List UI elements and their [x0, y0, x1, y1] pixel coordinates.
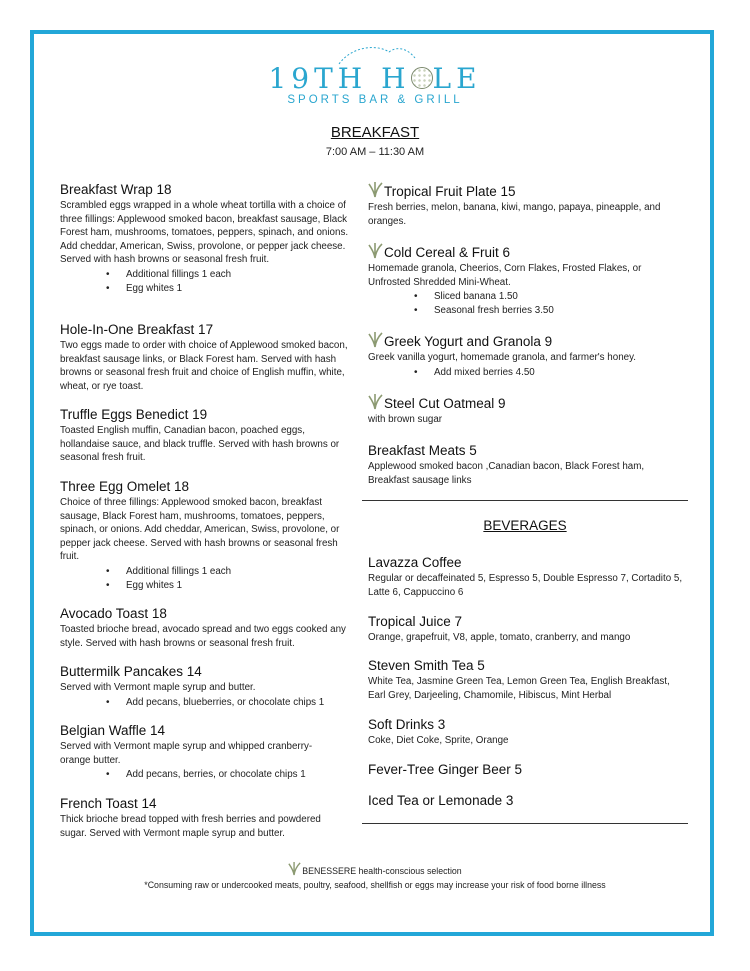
- menu-item-cold-cereal-fruit: [368, 242, 678, 318]
- menu-item-tropical-fruit-plate: [368, 181, 678, 228]
- item-name: Three Egg Omelet 18: [60, 479, 190, 494]
- breakfast-title: BREAKFAST: [330, 124, 420, 141]
- benessere-note: [0, 861, 750, 876]
- leaf-icon: [368, 181, 383, 198]
- beverage-soft-drinks: [368, 716, 683, 748]
- item-description: Choice of three fillings: Applewood smoked bacon, breakfast sausage, Black Forest ham, mushrooms, tomatoes, peppers, spinach, or onions. Add cheddar, American, Swiss, provolone, or pepper jack cheese. Served with hash browns or seasonal fresh fruit.: [60, 497, 340, 562]
- item-name: Lavazza Coffee: [368, 555, 462, 570]
- beverage-tropical-juice: [368, 613, 683, 645]
- item-name: Cold Cereal & Fruit 6: [384, 245, 511, 260]
- logo-title: 19TH H LE: [268, 62, 482, 95]
- item-name: Soft Drinks 3: [368, 717, 446, 732]
- item-description: White Tea, Jasmine Green Tea, Lemon Green Tea, English Breakfast, Earl Grey, Darjeeling, Chamomile, Hibiscus, Mint Herbal: [368, 676, 670, 701]
- leaf-icon: [368, 393, 383, 410]
- item-option: • Sliced banana 1.50: [434, 290, 678, 304]
- item-option: • Egg whites 1: [126, 579, 340, 593]
- item-description: Applewood smoked bacon ,Canadian bacon, Black Forest ham, Breakfast sausage links: [368, 461, 645, 486]
- menu-item-buttermilk-pancakes: [60, 663, 350, 710]
- beverage-steven-smith-tea: [368, 657, 683, 702]
- item-option: • Seasonal fresh berries 3.50: [434, 304, 678, 318]
- item-name: French Toast 14: [60, 796, 157, 811]
- item-name: Tropical Juice 7: [368, 614, 463, 629]
- item-name: Avocado Toast 18: [60, 606, 167, 621]
- benessere-label: BENESSERE health-conscious selection: [302, 866, 462, 876]
- food-safety-disclaimer: *Consuming raw or undercooked meats, poultry, seafood, shellfish or eggs may increase your risk of food borne illness: [144, 880, 606, 890]
- item-name: Breakfast Wrap 18: [60, 182, 172, 197]
- item-name: Greek Yogurt and Granola 9: [384, 334, 553, 349]
- menu-item-truffle-eggs-benedict: [60, 406, 350, 465]
- item-description: Fresh berries, melon, banana, kiwi, mango, papaya, pineapple, and oranges.: [368, 202, 661, 227]
- item-description: Coke, Diet Coke, Sprite, Orange: [368, 735, 509, 746]
- item-description: Thick brioche bread topped with fresh berries and powdered sugar. Served with Vermont maple syrup and butter.: [60, 814, 321, 839]
- item-name: Tropical Fruit Plate 15: [384, 184, 516, 199]
- menu-item-belgian-waffle: [60, 722, 330, 782]
- item-description: Served with Vermont maple syrup and whipped cranberry-orange butter.: [60, 741, 313, 766]
- menu-item-breakfast-wrap: [60, 181, 350, 296]
- item-option: • Add pecans, blueberries, or chocolate chips 1: [126, 696, 350, 710]
- leaf-icon: [368, 242, 383, 259]
- item-option: • Add pecans, berries, or chocolate chips 1: [126, 768, 330, 782]
- menu-item-french-toast: [60, 795, 350, 840]
- item-option: • Add mixed berries 4.50: [434, 366, 678, 380]
- golf-ball-icon: [411, 67, 433, 89]
- item-option: • Egg whites 1: [126, 282, 350, 296]
- item-name: Steel Cut Oatmeal 9: [384, 396, 506, 411]
- menu-item-steel-cut-oatmeal: [368, 393, 678, 427]
- item-name: Iced Tea or Lemonade 3: [368, 793, 514, 808]
- leaf-icon: [368, 331, 383, 348]
- menu-item-greek-yogurt: [368, 331, 678, 380]
- item-description: with brown sugar: [368, 414, 443, 425]
- item-description: Served with Vermont maple syrup and butter.: [60, 682, 256, 693]
- item-description: Orange, grapefruit, V8, apple, tomato, cranberry, and mango: [368, 632, 631, 643]
- item-description: Toasted English muffin, Canadian bacon, poached eggs, hollandaise sauce, and black truffle. Served with hash browns or seasonal fresh fruit.: [60, 425, 340, 463]
- beverage-lavazza-coffee: [368, 554, 683, 599]
- item-option: • Additional fillings 1 each: [126, 268, 350, 282]
- leaf-icon: [288, 861, 301, 876]
- item-name: Steven Smith Tea 5: [368, 658, 485, 673]
- menu-item-hole-in-one: [60, 321, 350, 393]
- item-description: Scrambled eggs wrapped in a whole wheat tortilla with a choice of three fillings: Applewood smoked bacon, breakfast sausage, Black Forest ham, mushrooms, tomatoes, peppers, spinach, and onions. Add cheddar, American, Swiss, provolone, or pepper jack cheese. Served with hash browns or seasonal fresh fruit.: [60, 200, 349, 265]
- section-divider: [362, 823, 688, 824]
- beverage-ginger-beer: [368, 761, 683, 778]
- item-name: Hole-In-One Breakfast 17: [60, 322, 214, 337]
- item-description: Toasted brioche bread, avocado spread and two eggs cooked any style. Served with hash browns or seasonal fresh fruit.: [60, 624, 346, 649]
- menu-item-three-egg-omelet: [60, 478, 340, 593]
- item-description: Two eggs made to order with choice of Applewood smoked bacon, breakfast sausage links, or Black Forest ham. Served with hash browns or seasonal fresh fruit and choice of English muffin, white, wheat, or rye toast.: [60, 340, 348, 392]
- item-description: Greek vanilla yogurt, homemade granola, and farmer's honey.: [368, 352, 636, 363]
- menu-item-avocado-toast: [60, 605, 350, 650]
- item-option: • Additional fillings 1 each: [126, 565, 340, 579]
- item-name: Breakfast Meats 5: [368, 443, 477, 458]
- beverages-title: BEVERAGES: [483, 518, 567, 533]
- beverage-iced-tea-lemonade: [368, 792, 683, 809]
- item-name: Buttermilk Pancakes 14: [60, 664, 202, 679]
- item-description: Regular or decaffeinated 5, Espresso 5, Double Espresso 7, Cortadito 5, Latte 6, Cappuccino 6: [368, 573, 683, 598]
- menu-item-breakfast-meats: [368, 442, 678, 487]
- item-name: Truffle Eggs Benedict 19: [60, 407, 208, 422]
- breakfast-hours: 7:00 AM – 11:30 AM: [325, 146, 425, 158]
- item-name: Fever-Tree Ginger Beer 5: [368, 762, 523, 777]
- logo-subtitle: SPORTS BAR & GRILL: [287, 94, 463, 106]
- item-name: Belgian Waffle 14: [60, 723, 166, 738]
- section-divider: [362, 500, 688, 501]
- item-description: Homemade granola, Cheerios, Corn Flakes, Frosted Flakes, or Unfrosted Shredded Mini-Wheat.: [368, 263, 642, 288]
